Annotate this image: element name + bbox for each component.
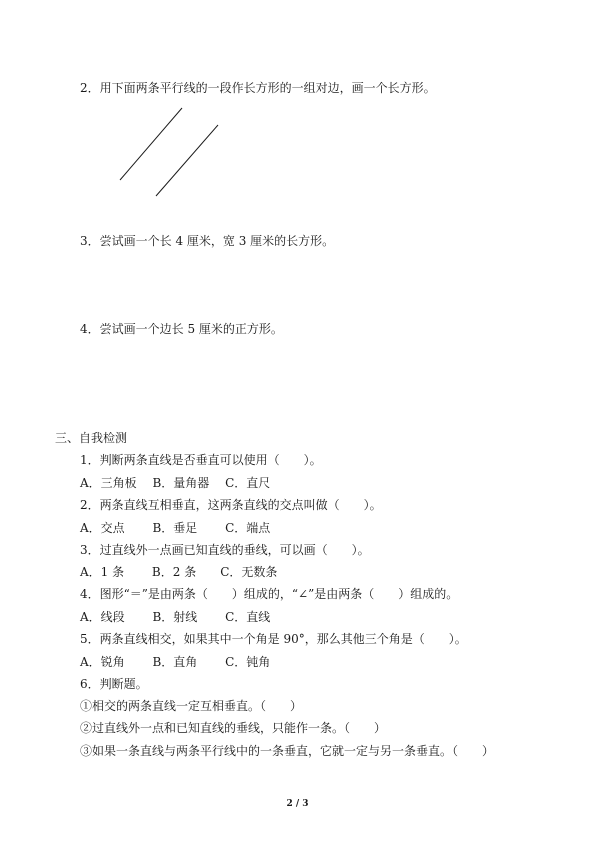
section-title: 三、自我检测 xyxy=(55,431,128,445)
item-q3: 3．过直线外一点画已知直线的垂线，可以画（ ）。 xyxy=(80,543,370,557)
question-4: 4．尝试画一个边长 5 厘米的正方形。 xyxy=(80,322,283,336)
item-q5-options: A．锐角 B．直角 C．钝角 xyxy=(80,655,271,669)
item-judge-1: ①相交的两条直线一定互相垂直。（ ） xyxy=(80,699,303,713)
item-q1-options: A．三角板 B．量角器 C．直尺 xyxy=(80,476,271,490)
page-number: 2 / 3 xyxy=(286,799,309,809)
item-q2-options: A．交点 B．垂足 C．端点 xyxy=(80,521,271,535)
parallel-line-2 xyxy=(156,125,218,196)
item-q1: 1．判断两条直线是否垂直可以使用（ ）。 xyxy=(80,453,322,467)
question-3: 3．尝试画一个长 4 厘米，宽 3 厘米的长方形。 xyxy=(80,234,335,248)
item-q2: 2．两条直线互相垂直，这两条直线的交点叫做（ ）。 xyxy=(80,498,382,512)
item-q4: 4．图形“＝”是由两条（ ）组成的，“∠”是由两条（ ）组成的。 xyxy=(80,587,459,601)
item-q3-options: A．1 条 B．2 条 C．无数条 xyxy=(80,565,278,579)
question-2: 2．用下面两条平行线的一段作长方形的一组对边，画一个长方形。 xyxy=(80,81,436,95)
item-q6: 6．判断题。 xyxy=(80,677,148,691)
item-q4-options: A．线段 B．射线 C．直线 xyxy=(80,610,271,624)
parallel-line-1 xyxy=(120,108,182,180)
parallel-lines-figure xyxy=(110,100,230,200)
item-judge-3: ③如果一条直线与两条平行线中的一条垂直，它就一定与另一条垂直。（ ） xyxy=(80,744,495,758)
item-q5: 5．两条直线相交，如果其中一个角是 90°，那么其他三个角是（ ）。 xyxy=(80,632,467,646)
item-judge-2: ②过直线外一点和已知直线的垂线，只能作一条。（ ） xyxy=(80,721,387,735)
